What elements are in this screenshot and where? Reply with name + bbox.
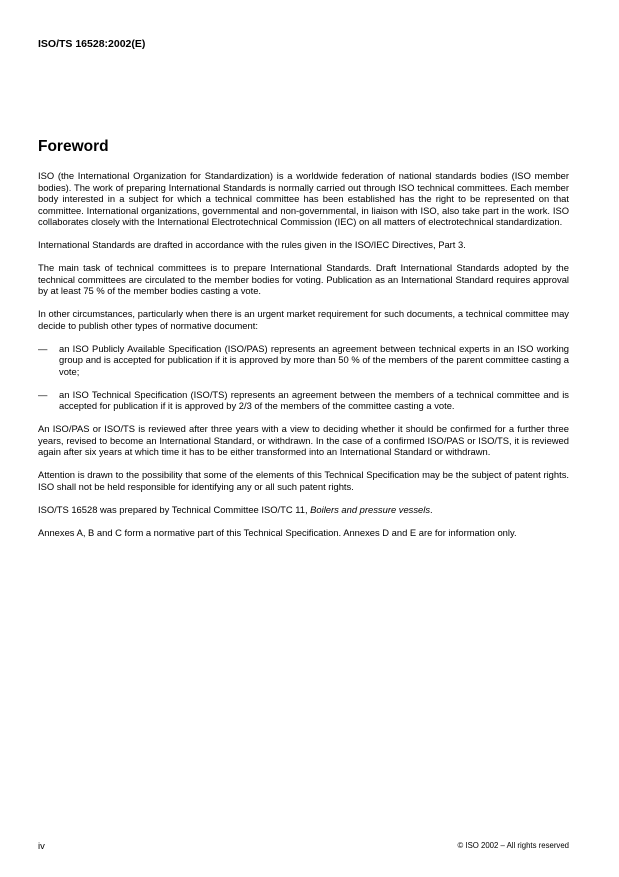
paragraph-review: An ISO/PAS or ISO/TS is reviewed after three years with a view to deciding whether it should be confirmed for a further three years, revised to become an International Standard, or withdrawn. In the case of a confirmed ISO/PAS or ISO/TS, it is reviewed again after six years at which time it has to be either transformed into an International Standard or withdrawn. (38, 423, 569, 457)
page-number: iv (38, 840, 45, 851)
copyright-notice: © ISO 2002 – All rights reserved (457, 841, 569, 850)
paragraph-iso-intro: ISO (the International Organization for Standardization) is a worldwide federation of national standards bodies (ISO member bodies). The work of preparing International Standards is normally carried out through ISO technical committees. Each member body interested in a subject for which a technical committee has been established has the right to be represented on that committee. International organizations, governmental and non-governmental, in liaison with ISO, also take part in the work. ISO collaborates closely with the International Electrotechnical Commission (IEC) on all matters of electrotechnical standardization. (38, 170, 569, 227)
paragraph-annexes: Annexes A, B and C form a normative part of this Technical Specification. Annexes D and E are for information only. (38, 526, 517, 538)
paragraph-committee-task: The main task of technical committees is to prepare International Standards. Draft International Standards adopted by the technical committees are circulated to the member bodies for voting. Publication as an International Standard requires approval by at least 75 % of the member bodies casting a vote. (38, 262, 569, 296)
list-item (38, 389, 569, 412)
committee-title: Boilers and pressure vessels (310, 503, 431, 515)
document-id-header: ISO/TS 16528:2002(E) (38, 38, 146, 50)
dash-bullet: — (38, 388, 48, 400)
prepared-by-text: ISO/TS 16528 was prepared by Technical Committee ISO/TC 11, (38, 503, 311, 515)
list-item-text: an ISO Technical Specification (ISO/TS) represents an agreement between the members of a technical committee and is accepted for publication if it is approved by 2/3 of the members of the committee casting a vote. (59, 388, 569, 411)
paragraph-other-circumstances: In other circumstances, particularly when there is an urgent market requirement for such documents, a technical committee may decide to publish other types of normative document: (38, 308, 569, 331)
paragraph-directives: International Standards are drafted in accordance with the rules given in the ISO/IEC Directives, Part 3. (38, 239, 466, 250)
foreword-body (38, 170, 569, 550)
list-item (38, 343, 569, 378)
page-title: Foreword (38, 138, 109, 155)
list-item-text: an ISO Publicly Available Specification (ISO/PAS) represents an agreement between technical experts in an ISO working group and is accepted for publication if it is approved by more than 50 % of the members of the parent committee casting a vote; (59, 342, 569, 377)
paragraph-patent-rights: Attention is drawn to the possibility that some of the elements of this Technical Specification may be the subject of patent rights. ISO shall not be held responsible for identifying any or all such patent rights. (38, 469, 569, 492)
dash-bullet: — (38, 342, 48, 354)
paragraph-prepared-by (38, 504, 569, 516)
prepared-by-period: . (430, 503, 433, 515)
document-types-list (38, 343, 569, 412)
